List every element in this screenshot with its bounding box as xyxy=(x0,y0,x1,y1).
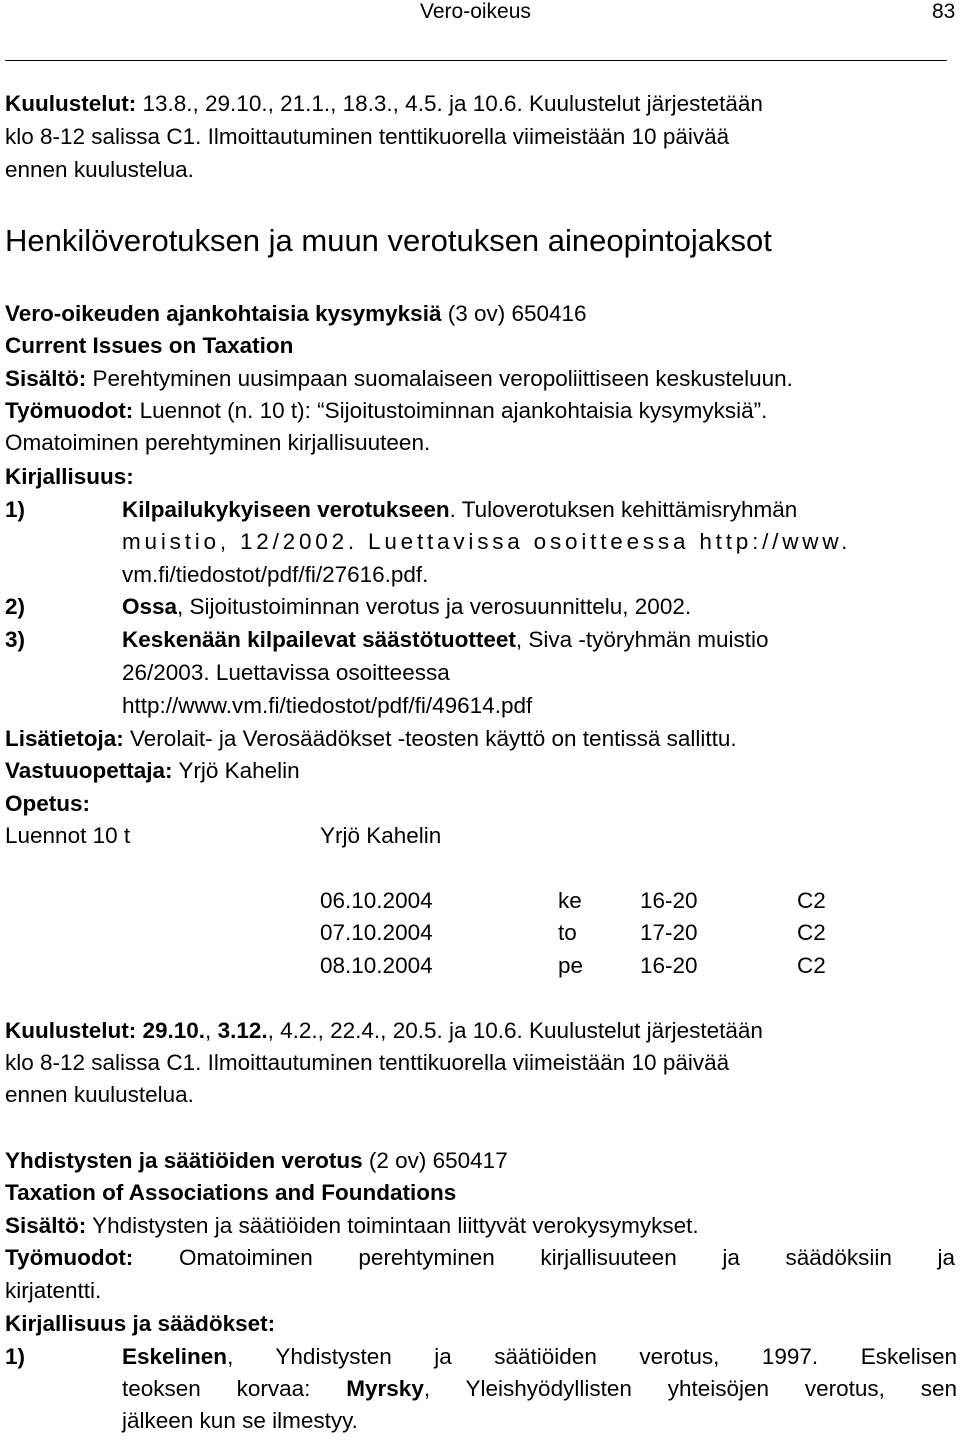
running-header xyxy=(0,0,960,30)
teacher-name: Yrjö Kahelin xyxy=(172,758,300,783)
literature-item-line-2: 26/2003. Luettavissa osoitteessa xyxy=(122,660,450,685)
literature-item xyxy=(122,592,691,622)
methods-line-2: Omatoiminen perehtyminen kirjallisuuteen. xyxy=(5,430,431,455)
literature-rest: , Yhdistysten ja säätiöiden verotus, 1997. Eskelisen xyxy=(227,1344,957,1369)
additional-info xyxy=(5,724,737,754)
literature-item-number: 3) xyxy=(5,627,26,652)
schedule-day: pe xyxy=(558,953,584,978)
literature-item-line-3: jälkeen kun se ilmestyy. xyxy=(122,1408,358,1433)
course-methods xyxy=(5,1243,955,1273)
literature-item-number: 1) xyxy=(5,497,26,522)
exam-line-2: klo 8-12 salissa C1. Ilmoittautuminen tenttikuorella viimeistään 10 päivää xyxy=(5,1050,730,1075)
schedule-time: 16-20 xyxy=(640,888,698,913)
schedule-room: C2 xyxy=(797,920,826,945)
page-number: 83 xyxy=(932,0,956,23)
course-title-line xyxy=(5,299,587,329)
header-rule xyxy=(5,60,947,61)
exam-line-2: klo 8-12 salissa C1. Ilmoittautuminen tenttikuorella viimeistään 10 päivää xyxy=(5,124,730,149)
content-label: Sisältö: xyxy=(5,366,87,391)
course-methods xyxy=(5,396,767,426)
course-content xyxy=(5,364,793,394)
exam-line-3: ennen kuulustelua. xyxy=(5,157,194,182)
course-code: (3 ov) 650416 xyxy=(441,301,587,326)
lecturer-name: Yrjö Kahelin xyxy=(320,823,442,848)
running-title: Vero-oikeus xyxy=(420,0,531,23)
exam-separator: , xyxy=(205,1018,218,1043)
literature-text: teoksen korvaa: xyxy=(122,1376,347,1401)
lecture-type: Luennot 10 t xyxy=(5,823,131,848)
content-text: Yhdistysten ja säätiöiden toimintaan liittyvät verokysymykset. xyxy=(86,1213,699,1238)
exam-date: 3.12. xyxy=(217,1018,268,1043)
literature-text: , Yleishyödyllisten yhteisöjen verotus, sen xyxy=(423,1376,958,1401)
exam-dates: , 4.2., 22.4., 20.5. ja 10.6. Kuulustelut järjestetään xyxy=(267,1018,763,1043)
exam-date: 29.10. xyxy=(136,1018,206,1043)
exam-label: Kuulustelut: xyxy=(5,1018,137,1043)
literature-title: Ossa xyxy=(122,594,178,619)
schedule-time: 17-20 xyxy=(640,920,698,945)
teacher-label: Vastuuopettaja: xyxy=(5,758,173,783)
literature-item-number: 1) xyxy=(5,1344,26,1369)
content-text: Perehtyminen uusimpaan suomalaiseen veropoliittiseen keskusteluun. xyxy=(86,366,793,391)
methods-line-2: kirjatentti. xyxy=(5,1278,102,1303)
course-code: (2 ov) 650417 xyxy=(362,1148,508,1173)
schedule-date: 08.10.2004 xyxy=(320,953,433,978)
course-english-title: Taxation of Associations and Foundations xyxy=(5,1180,457,1205)
literature-rest: , Sijoitustoiminnan verotus ja verosuunnittelu, 2002. xyxy=(177,594,692,619)
exam-dates-line xyxy=(5,89,763,119)
schedule-room: C2 xyxy=(797,953,826,978)
literature-rest: . Tuloverotuksen kehittämisryhmän xyxy=(449,497,798,522)
literature-item-line-3: http://www.vm.fi/tiedostot/pdf/fi/49614.pdf xyxy=(122,693,533,718)
exam-label: Kuulustelut: xyxy=(5,91,137,116)
course-english-title: Current Issues on Taxation xyxy=(5,333,294,358)
schedule-date: 06.10.2004 xyxy=(320,888,433,913)
responsible-teacher xyxy=(5,756,300,786)
literature-item xyxy=(122,625,768,655)
literature-label: Kirjallisuus ja säädökset: xyxy=(5,1311,276,1336)
course-title-line xyxy=(5,1146,508,1176)
methods-text: Luennot (n. 10 t): “Sijoitustoiminnan ajankohtaisia kysymyksiä”. xyxy=(133,398,768,423)
literature-item-line-3: vm.fi/tiedostot/pdf/fi/27616.pdf. xyxy=(122,562,429,587)
literature-item xyxy=(122,1342,957,1372)
literature-item-number: 2) xyxy=(5,594,26,619)
course-name: Yhdistysten ja säätiöiden verotus xyxy=(5,1148,363,1173)
literature-title: Myrsky xyxy=(346,1376,424,1401)
schedule-date: 07.10.2004 xyxy=(320,920,433,945)
exam-dates-line xyxy=(5,1016,763,1046)
teaching-label: Opetus: xyxy=(5,791,91,816)
schedule-day: to xyxy=(558,920,577,945)
methods-label: Työmuodot: xyxy=(5,398,134,423)
schedule-day: ke xyxy=(558,888,582,913)
course-content xyxy=(5,1211,699,1241)
literature-item-line-2 xyxy=(122,1374,957,1404)
methods-text: Omatoiminen perehtyminen kirjallisuuteen ja säädöksiin ja xyxy=(133,1245,955,1270)
exam-dates: 13.8., 29.10., 21.1., 18.3., 4.5. ja 10.6. Kuulustelut järjestetään xyxy=(136,91,763,116)
literature-label: Kirjallisuus: xyxy=(5,464,134,489)
methods-label: Työmuodot: xyxy=(5,1245,134,1270)
literature-title: Kilpailukykyiseen verotukseen xyxy=(122,497,450,522)
literature-rest: , Siva -työryhmän muistio xyxy=(515,627,769,652)
info-label: Lisätietoja: xyxy=(5,726,124,751)
content-label: Sisältö: xyxy=(5,1213,87,1238)
exam-line-3: ennen kuulustelua. xyxy=(5,1082,194,1107)
literature-item-line-2: muistio, 12/2002. Luettavissa osoitteessa http://www. xyxy=(122,529,852,554)
literature-item xyxy=(122,495,797,525)
section-title: Henkilöverotuksen ja muun verotuksen aineopintojaksot xyxy=(5,223,772,258)
schedule-room: C2 xyxy=(797,888,826,913)
literature-title: Keskenään kilpailevat säästötuotteet xyxy=(122,627,516,652)
schedule-time: 16-20 xyxy=(640,953,698,978)
literature-title: Eskelinen xyxy=(122,1344,228,1369)
info-text: Verolait- ja Verosäädökset -teosten käyttö on tentissä sallittu. xyxy=(123,726,737,751)
course-name: Vero-oikeuden ajankohtaisia kysymyksiä xyxy=(5,301,442,326)
